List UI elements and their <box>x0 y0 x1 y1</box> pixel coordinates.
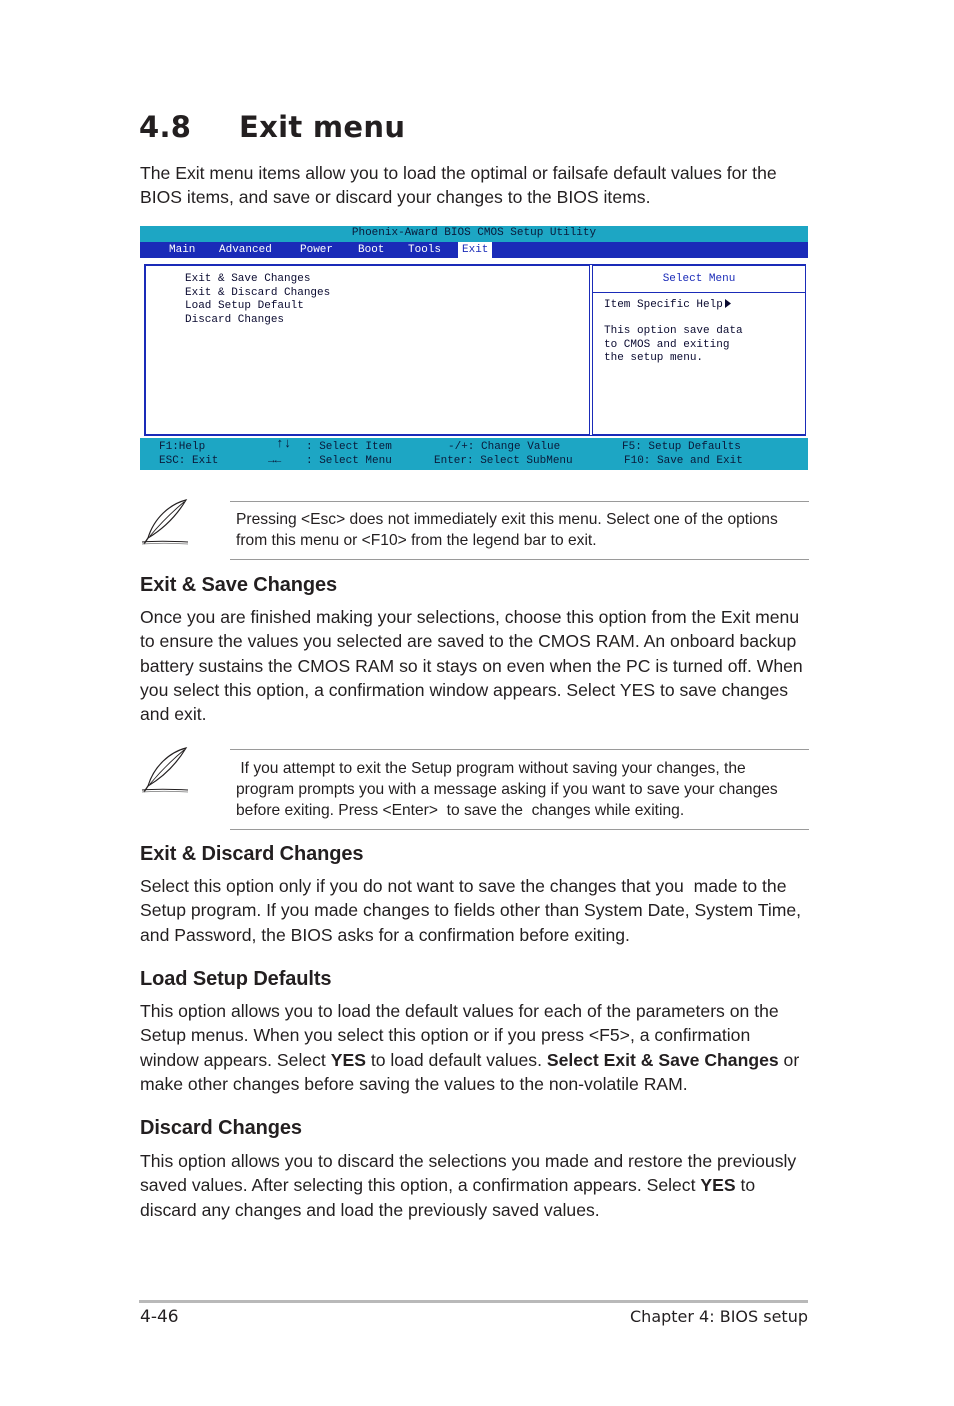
bios-title-bar: Phoenix-Award BIOS CMOS Setup Utility <box>140 226 808 242</box>
bios-help-panel <box>592 265 806 435</box>
bios-help-header: Select Menu <box>593 266 805 293</box>
discard-paragraph: This option allows you to discard the selections you made and restore the previously saved values. After selecting this option, a confirmation appears. Select YES to discard any changes and load the previously saved values. <box>140 1151 797 1220</box>
note-top-rule <box>230 749 809 750</box>
note-unsaved: If you attempt to exit the Setup program without saving your changes, the program prompts you with a message asking if you want to save your changes before exiting. Press <Enter> to save the changes while exiting. <box>236 760 783 819</box>
bios-help-title: Item Specific Help <box>604 299 732 313</box>
heading-exit-save: Exit & Save Changes <box>140 574 338 596</box>
left-right-arrows-icon: →← <box>268 455 282 467</box>
heading-exit-discard: Exit & Discard Changes <box>140 843 364 865</box>
heading-discard: Discard Changes <box>140 1117 302 1139</box>
bios-menu-bar <box>140 242 808 258</box>
section-number: 4.8 <box>139 110 192 144</box>
bios-item-list <box>145 265 590 435</box>
footer-rule <box>139 1300 808 1303</box>
legend-esc: ESC: Exit <box>159 455 219 467</box>
bios-item-exit-save[interactable]: Exit & Save Changes <box>185 273 311 285</box>
note-bottom-rule <box>230 829 809 830</box>
up-down-arrows-icon: ↑↓ <box>276 436 292 451</box>
note-feather-icon <box>140 746 190 794</box>
load-defaults-paragraph: This option allows you to load the default values for each of the parameters on the Setup menus. When you select this option or if you press <F5>, a confirmation window appears. Select YES to load default values. Select Exit & Save Changes or make other changes before saving the values to the non-volatile RAM. <box>140 1001 800 1094</box>
bios-item-load-default[interactable]: Load Setup Default <box>185 300 304 312</box>
section-title: Exit menu <box>239 110 406 144</box>
intro-paragraph: The Exit menu items allow you to load the optimal or failsafe default values for the BIOS items, and save or discard your changes to the BIOS items. <box>140 163 777 208</box>
bios-menu-main[interactable]: Main <box>169 244 196 256</box>
legend-f1: F1:Help <box>159 441 206 453</box>
page-title <box>139 110 405 144</box>
legend-select-item: : Select Item <box>306 441 392 453</box>
legend-f5: F5: Setup Defaults <box>622 441 741 453</box>
bios-screenshot <box>140 226 808 470</box>
chapter-label: Chapter 4: BIOS setup <box>630 1307 808 1326</box>
bios-menu-advanced[interactable]: Advanced <box>219 244 272 256</box>
bios-help-line: This option save data <box>604 325 743 337</box>
legend-select-menu: : Select Menu <box>306 455 392 467</box>
page-number: 4-46 <box>140 1307 179 1327</box>
bios-help-line: the setup menu. <box>604 352 704 364</box>
bios-help-line: to CMOS and exiting <box>604 338 730 351</box>
bios-legend-bar <box>140 438 808 470</box>
legend-f10: F10: Save and Exit <box>624 455 743 467</box>
heading-load-defaults: Load Setup Defaults <box>140 968 332 990</box>
note-esc: Pressing <Esc> does not immediately exit this menu. Select one of the options from this menu or <F10> from the legend bar to exit. <box>236 511 778 549</box>
bios-menu-power[interactable]: Power <box>300 244 334 256</box>
arrow-right-icon <box>724 299 732 308</box>
exit-save-paragraph: Once you are finished making your selections, choose this option from the Exit menu to ensure the values you selected are saved to the CMOS RAM. An onboard backup battery sustains the CMOS RAM so it stays on even when the PC is turned off. When you select this option, a confirmation window appears. Select YES to save changes and exit. <box>140 607 803 725</box>
bios-menu-exit[interactable]: Exit <box>458 242 492 258</box>
bios-item-discard[interactable]: Discard Changes <box>185 313 285 326</box>
bios-item-exit-discard[interactable]: Exit & Discard Changes <box>185 286 331 299</box>
bios-menu-tools[interactable]: Tools <box>408 244 442 256</box>
legend-change-value: -/+: Change Value <box>448 441 561 453</box>
note-top-rule <box>230 501 809 502</box>
note-feather-icon <box>140 498 190 546</box>
note-bottom-rule <box>230 559 809 560</box>
exit-discard-paragraph: Select this option only if you do not want to save the changes that you made to the Setup program. If you made changes to fields other than System Date, System Time, and Password, the BIOS asks for a confirmation before exiting. <box>140 876 806 945</box>
bios-main-frame <box>144 264 806 436</box>
legend-enter: Enter: Select SubMenu <box>434 455 573 467</box>
bios-menu-boot[interactable]: Boot <box>358 244 385 256</box>
